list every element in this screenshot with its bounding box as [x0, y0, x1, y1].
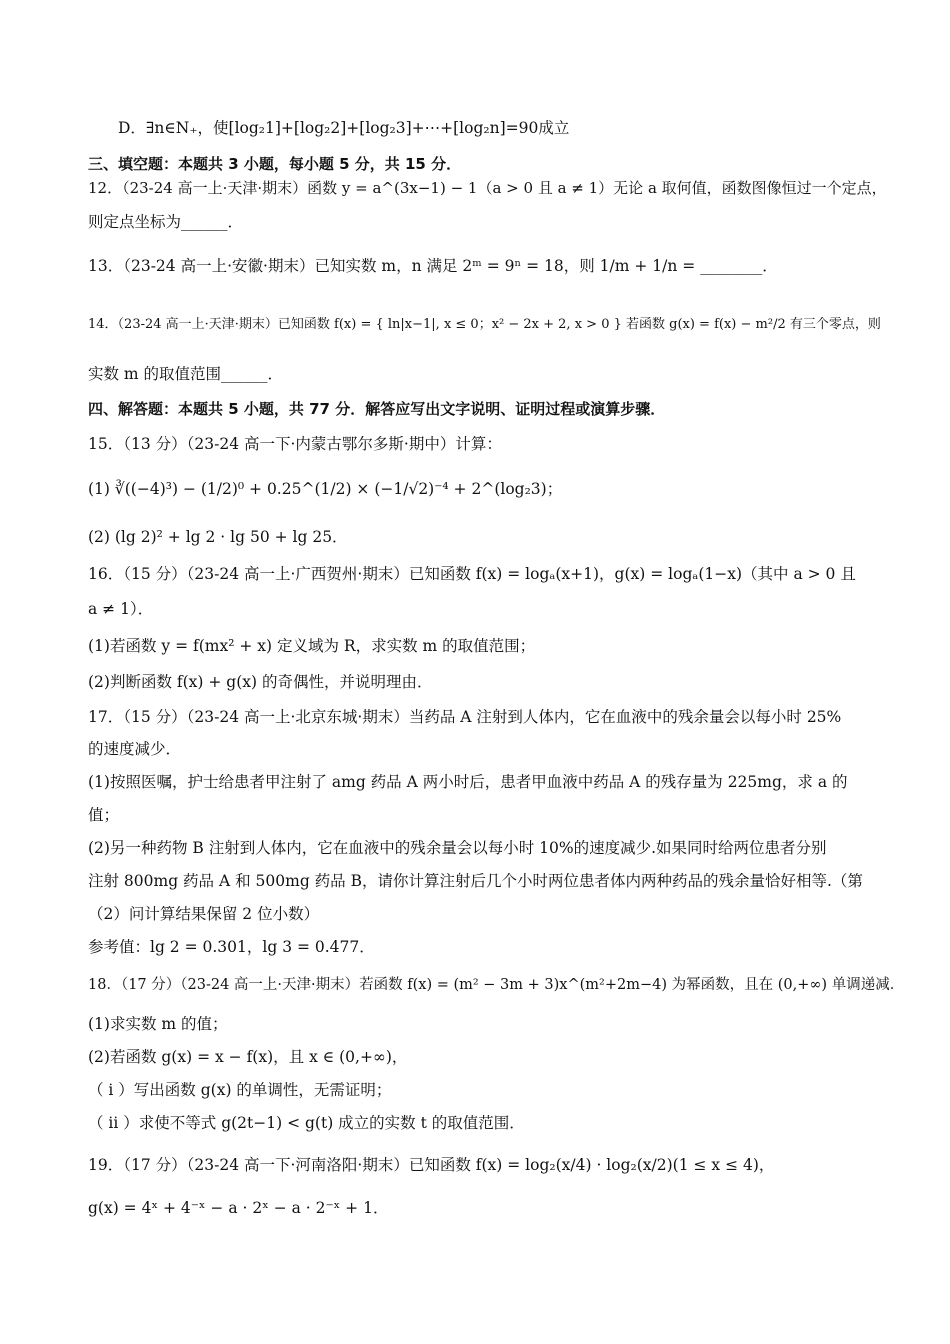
question-12-line2: 则定点坐标为______．	[88, 213, 244, 231]
question-17-part1-line1: (1)按照医嘱，护士给患者甲注射了 amg 药品 A 两小时后，患者甲血液中药品 A 的残存量为 225mg，求 a 的	[88, 773, 848, 791]
question-17-line1: 17．（15 分）（23-24 高一上·北京东城·期末）当药品 A 注射到人体内，它在血液中的残余量会以每小时 25%	[88, 708, 842, 726]
question-16-line2: a ≠ 1）．	[88, 600, 154, 618]
question-18-line1: 18．（17 分）（23-24 高一上·天津·期末）若函数 f(x) = (m² − 3m + 3)x^(m²+2m−4) 为幂函数，且在 (0,+∞) 单调递减．	[88, 977, 905, 993]
question-15-part2: (2) (lg 2)² + lg 2 · lg 50 + lg 25．	[88, 528, 348, 546]
question-18-part2-ii: （ ii ）求使不等式 g(2t−1) < g(t) 成立的实数 t 的取值范围．	[88, 1114, 525, 1132]
question-17-line2: 的速度减少．	[88, 740, 182, 758]
question-17-part2-line3: （2）问计算结果保留 2 位小数）	[88, 905, 320, 923]
question-16-part1: (1)若函数 y = f(mx² + x) 定义域为 R，求实数 m 的取值范围；	[88, 637, 536, 655]
question-18-part1: (1)求实数 m 的值；	[88, 1015, 228, 1033]
question-14-line1: 14．（23-24 高一上·天津·期末）已知函数 f(x) = { ln|x−1|, x ≤ 0；x² − 2x + 2, x > 0 } 若函数 g(x) = f(x) − m²/2 有三个零点，则	[88, 317, 881, 332]
question-15-part1: (1) ∛((−4)³) − (1/2)⁰ + 0.25^(1/2) × (−1/√2)⁻⁴ + 2^(log₂3)；	[88, 480, 563, 498]
option-d: D．∃n∈N₊，使[log₂1]+[log₂2]+[log₂3]+⋯+[log₂n]=90成立	[118, 119, 570, 137]
question-19-line2: g(x) = 4ˣ + 4⁻ˣ − a · 2ˣ − a · 2⁻ˣ + 1．	[88, 1199, 389, 1217]
question-18-part2-i: （ i ）写出函数 g(x) 的单调性，无需证明；	[88, 1081, 392, 1099]
section-3-heading: 三、填空题：本题共 3 小题，每小题 5 分，共 15 分．	[88, 155, 462, 173]
question-17-part1-line2: 值；	[88, 806, 120, 824]
question-16-part2: (2)判断函数 f(x) + g(x) 的奇偶性，并说明理由．	[88, 673, 433, 691]
question-17-part2-line1: (2)另一种药物 B 注射到人体内，它在血液中的残余量会以每小时 10%的速度减少.如果同时给两位患者分别	[88, 839, 827, 857]
section-4-heading: 四、解答题：本题共 5 小题，共 77 分．解答应写出文字说明、证明过程或演算步骤．	[88, 400, 666, 418]
question-14-line2: 实数 m 的取值范围______．	[88, 365, 284, 383]
question-15: 15．（13 分）（23-24 高一下·内蒙古鄂尔多斯·期中）计算：	[88, 435, 502, 453]
question-19-line1: 19．（17 分）（23-24 高一下·河南洛阳·期末）已知函数 f(x) = log₂(x/4) · log₂(x/2)(1 ≤ x ≤ 4)，	[88, 1156, 775, 1174]
question-13: 13．（23-24 高一上·安徽·期末）已知实数 m，n 满足 2ᵐ = 9ⁿ = 18，则 1/m + 1/n = ________．	[88, 257, 778, 275]
question-17-part2-line2: 注射 800mg 药品 A 和 500mg 药品 B，请你计算注射后几个小时两位患者体内两种药品的残余量恰好相等.（第	[88, 872, 863, 890]
question-16-line1: 16．（15 分）（23-24 高一上·广西贺州·期末）已知函数 f(x) = logₐ(x+1)，g(x) = logₐ(1−x)（其中 a > 0 且	[88, 565, 856, 583]
question-12-line1: 12．（23-24 高一上·天津·期末）函数 y = a^(3x−1) − 1（a > 0 且 a ≠ 1）无论 a 取何值，函数图像恒过一个定点，	[88, 179, 887, 197]
question-17-reference: 参考值：lg 2 = 0.301，lg 3 = 0.477．	[88, 938, 375, 956]
question-18-part2: (2)若函数 g(x) = x − f(x)，且 x ∈ (0,+∞)，	[88, 1048, 408, 1066]
